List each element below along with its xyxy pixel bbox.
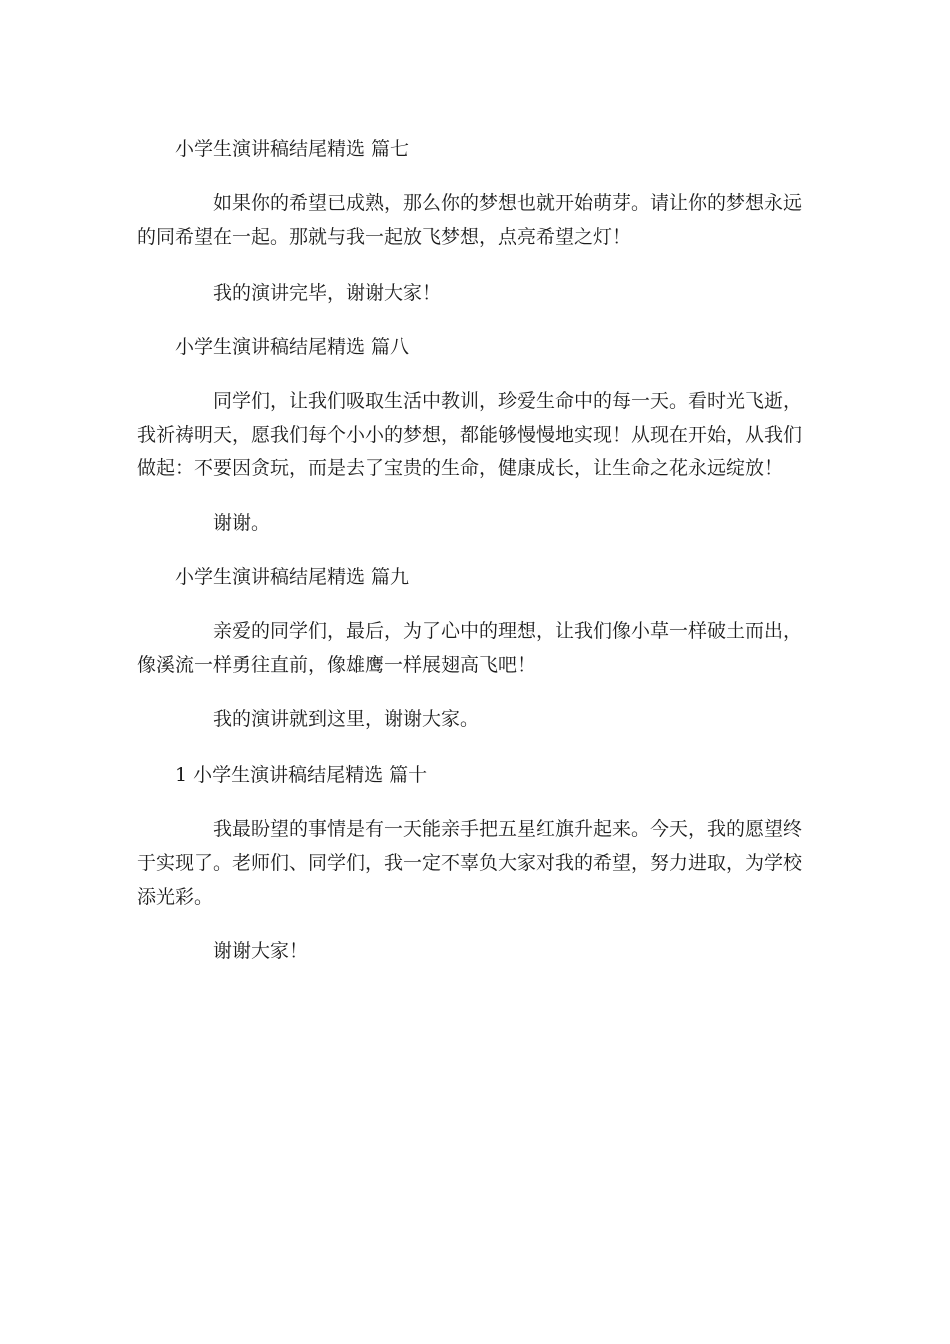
section-heading: 小学生演讲稿结尾精选 篇八 <box>175 336 410 358</box>
paragraph-line: 做起：不要因贪玩，而是去了宝贵的生命，健康成长，让生命之花永远绽放！ <box>137 457 784 479</box>
paragraph-line: 我的演讲就到这里，谢谢大家。 <box>213 708 480 730</box>
paragraph-line: 我的演讲完毕，谢谢大家！ <box>213 282 442 304</box>
paragraph-line: 谢谢大家！ <box>213 940 309 962</box>
paragraph-line: 像溪流一样勇往直前，像雄鹰一样展翅高飞吧！ <box>137 654 537 676</box>
paragraph-line: 谢谢。 <box>213 512 271 534</box>
paragraph-line: 的同希望在一起。那就与我一起放飞梦想，点亮希望之灯！ <box>137 226 632 248</box>
paragraph-line: 我祈祷明天，愿我们每个小小的梦想，都能够慢慢地实现！从现在开始，从我们 <box>137 424 803 446</box>
section-heading: 1 小学生演讲稿结尾精选 篇十 <box>175 764 428 786</box>
paragraph-line: 亲爱的同学们，最后，为了心中的理想，让我们像小草一样破土而出， <box>213 620 803 642</box>
paragraph-line: 于实现了。老师们、同学们，我一定不辜负大家对我的希望，努力进取，为学校 <box>137 852 803 874</box>
paragraph-line: 同学们，让我们吸取生活中教训，珍爱生命中的每一天。看时光飞逝， <box>213 390 803 412</box>
paragraph-line: 如果你的希望已成熟，那么你的梦想也就开始萌芽。请让你的梦想永远 <box>213 192 803 214</box>
section-heading: 小学生演讲稿结尾精选 篇七 <box>175 138 410 160</box>
paragraph-line: 我最盼望的事情是有一天能亲手把五星红旗升起来。今天，我的愿望终 <box>213 818 803 840</box>
paragraph-line: 添光彩。 <box>137 886 214 908</box>
section-heading: 小学生演讲稿结尾精选 篇九 <box>175 566 410 588</box>
